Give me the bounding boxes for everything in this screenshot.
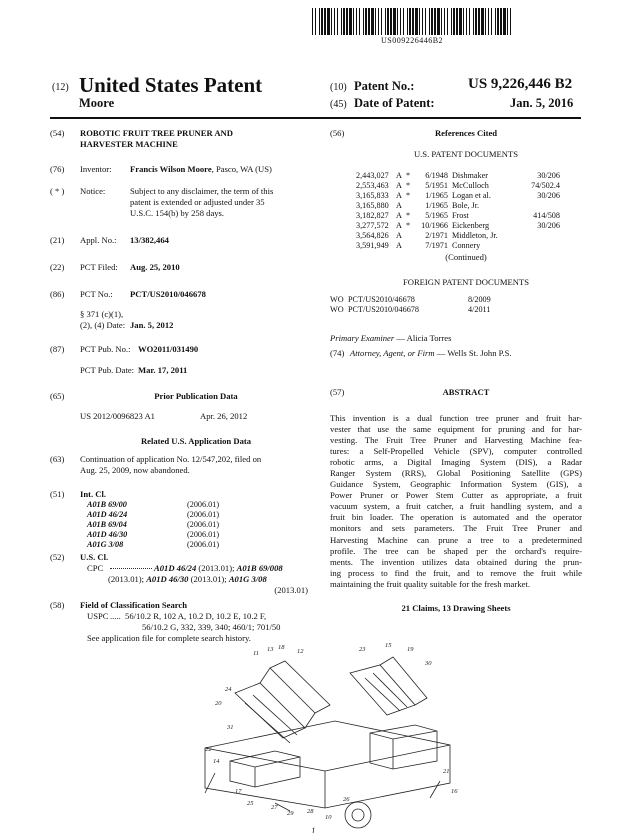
field-code: (86) xyxy=(50,289,65,299)
barcode-bar xyxy=(459,8,462,35)
s371-label: (2), (4) Date: xyxy=(80,320,126,330)
us-reference-no: 3,564,826 xyxy=(356,231,389,240)
us-reference-cls: 30/206 xyxy=(537,171,560,180)
barcode-bar xyxy=(503,8,506,35)
us-reference-no: 3,165,880 xyxy=(356,201,389,210)
abstract-line: robotic arms, a Digital Imaging System (DIS), a Radar xyxy=(330,457,582,468)
cab xyxy=(370,725,437,769)
us-reference-s: * xyxy=(406,181,411,190)
foreign-reference-no: PCT/US2010/046678 xyxy=(348,305,419,314)
field-code: (63) xyxy=(50,454,65,464)
barcode-bar xyxy=(447,8,448,35)
us-cl-field xyxy=(50,552,312,563)
continued-note: (Continued) xyxy=(445,252,487,262)
drawing-reference-numeral: 28 xyxy=(307,808,314,815)
barcode-bar xyxy=(488,8,489,35)
barcode-bar xyxy=(387,8,389,35)
us-reference-cls: 414/508 xyxy=(533,211,560,220)
us-reference-date: 7/1971 xyxy=(425,241,448,250)
pct-no-field xyxy=(50,289,312,300)
kind-code: (12) xyxy=(52,82,69,93)
patent-no-label: Patent No.: xyxy=(354,79,415,93)
barcode-bar xyxy=(500,8,502,35)
drawing-reference-numeral: 29 xyxy=(287,810,294,817)
barcode-bar xyxy=(431,8,433,35)
robotic-arm xyxy=(270,661,330,713)
pct-filed-field xyxy=(50,262,312,273)
wheel xyxy=(345,802,371,828)
int-cl-version: (2006.01) xyxy=(187,540,220,549)
robotic-arm xyxy=(260,668,315,728)
barcode-bar xyxy=(469,8,470,35)
us-reference-date: 10/1966 xyxy=(421,221,448,230)
references-heading: References Cited xyxy=(434,128,498,138)
barcode-bar xyxy=(453,8,455,35)
s371-value: Jan. 5, 2012 xyxy=(130,320,174,330)
us-reference-row xyxy=(356,191,560,201)
barcode-bar xyxy=(437,8,440,35)
left-column xyxy=(50,128,312,644)
barcode-bar xyxy=(375,8,376,35)
us-reference-no: 3,277,572 xyxy=(356,221,389,230)
us-reference-no: 3,591,949 xyxy=(356,241,389,250)
barcode xyxy=(312,8,512,35)
barcode-bar xyxy=(478,8,480,35)
header-rule xyxy=(50,117,581,119)
vehicle-body xyxy=(205,721,450,808)
examiner-label: Primary Examiner xyxy=(330,333,395,343)
barcode-bar xyxy=(444,8,445,35)
barcode-bar xyxy=(403,8,404,35)
field-search xyxy=(50,600,312,611)
drawing-reference-numeral: 12 xyxy=(297,648,304,655)
abstract-line: Harvesting Machine can prune a tree to a predetermined xyxy=(330,534,582,545)
drawing-reference-numeral: 17 xyxy=(235,788,242,795)
us-reference-s xyxy=(406,231,416,241)
invention-title xyxy=(80,128,233,150)
barcode-bar xyxy=(441,8,442,35)
field-code: (54) xyxy=(50,128,65,138)
prior-pub-row xyxy=(50,411,312,422)
us-reference-row xyxy=(356,171,560,181)
abstract-line: vacuum system, a fruit catcher, a fruit handling system, and a xyxy=(330,501,582,512)
drawing-reference-numeral: 23 xyxy=(359,646,366,653)
barcode-bar xyxy=(451,8,452,35)
abstract-line: profile. The tree can be shaped per the orchard's require- xyxy=(330,545,582,556)
barcode-bar xyxy=(312,8,313,35)
barcode-bar xyxy=(368,8,370,35)
barcode-bar xyxy=(363,8,364,35)
drawing-reference-numeral: 10 xyxy=(325,814,332,821)
examiner-name: — Alicia Torres xyxy=(394,333,452,343)
abstract-line: maintaining the fruit quality suitable for the fresh market. xyxy=(330,578,530,589)
abstract-line: This invention is a dual function tree pruner and fruit har- xyxy=(330,413,582,423)
field-search-label: Field of Classification Search xyxy=(80,600,188,610)
int-cl-class: A01B 69/04 xyxy=(87,520,127,529)
field-code: (65) xyxy=(50,391,65,401)
barcode-bar xyxy=(463,8,464,35)
inventor-surname: Moore xyxy=(79,96,115,110)
us-reference-row xyxy=(356,211,560,221)
field-code: (22) xyxy=(50,262,65,272)
us-reference-date: 1/1965 xyxy=(425,191,448,200)
us-reference-row xyxy=(356,181,560,191)
continuation-text: Continuation of application No. 12/547,202, filed on Aug. 25, 2009, now abandoned. xyxy=(80,454,262,475)
us-reference-cls: 30/206 xyxy=(537,191,560,200)
us-reference-s: * xyxy=(406,171,411,180)
barcode-bar xyxy=(407,8,408,35)
drawing-reference-numeral: 16 xyxy=(451,788,458,795)
barcode-bar xyxy=(393,8,396,35)
foreign-reference-cc: WO xyxy=(330,305,344,314)
attorney-label: Attorney, Agent, or Firm xyxy=(350,348,435,358)
inventor-label: Inventor: xyxy=(80,164,112,174)
us-reference-s xyxy=(406,241,416,251)
abstract-line: Power Pruner or Power Stem Cutter as appropriate, a fruit xyxy=(330,490,582,501)
barcode-bar xyxy=(412,8,414,35)
drawing-reference-numeral: 11 xyxy=(253,650,260,657)
pct-filed-label: PCT Filed: xyxy=(80,262,118,272)
cpc-label: CPC xyxy=(87,563,104,573)
foreign-docs-heading: FOREIGN PATENT DOCUMENTS xyxy=(402,277,530,287)
fruit-bin-edge xyxy=(230,757,300,787)
barcode-bar xyxy=(409,8,411,35)
abstract-line: vester that use the same equipment for pruning and for har- xyxy=(330,424,582,435)
barcode-bar xyxy=(315,8,316,35)
us-reference-cls xyxy=(522,231,560,241)
cpc-line: (2013.01) xyxy=(274,585,308,595)
barcode-bar xyxy=(346,8,348,35)
us-reference-name: Frost xyxy=(452,211,469,220)
field-code: (74) xyxy=(330,348,345,358)
us-reference-k: A xyxy=(396,231,402,240)
uspc-line: 56/10.2 G, 332, 339, 340; 460/1; 701/50 xyxy=(142,622,281,632)
us-reference-s xyxy=(406,201,416,211)
us-reference-name: Connery xyxy=(452,241,481,250)
drawing-reference-numeral: 27 xyxy=(271,804,278,811)
drawing-reference-numeral: 30 xyxy=(425,660,432,667)
patent-type-title: United States Patent xyxy=(79,73,263,97)
int-cl-table xyxy=(87,500,219,550)
us-reference-cls xyxy=(522,201,560,211)
robotic-arm xyxy=(380,657,427,705)
barcode-bar xyxy=(337,8,338,35)
inventor-field xyxy=(50,164,312,181)
foreign-references-table xyxy=(330,295,508,315)
us-reference-no: 2,443,027 xyxy=(356,171,389,180)
int-cl-class: A01D 46/24 xyxy=(87,510,128,519)
barcode-bar xyxy=(353,8,354,35)
notice-text: Subject to any disclaimer, the term of this patent is extended or adjusted under 35 U.S.C. 154(b) by 258 days. xyxy=(130,186,274,218)
barcode-bar xyxy=(381,8,382,35)
abstract-line: tures: a Self-Propelled Vehicle (SPV), computer controlled xyxy=(330,446,582,457)
robotic-arm xyxy=(350,665,415,715)
barcode-bar xyxy=(466,8,467,35)
barcode-bar xyxy=(324,8,326,35)
drawing-reference-numeral: 13 xyxy=(267,646,274,653)
prior-pub-heading-row xyxy=(50,391,312,402)
barcode-bar xyxy=(378,8,379,35)
barcode-bar xyxy=(359,8,360,35)
abstract-heading: ABSTRACT xyxy=(442,387,490,397)
barcode-bar xyxy=(385,8,386,35)
us-references-table xyxy=(356,171,560,251)
date-code: (45) xyxy=(330,99,347,110)
barcode-bar xyxy=(497,8,499,35)
fruit-bin xyxy=(230,751,300,787)
barcode-bar xyxy=(334,8,335,35)
pct-pub-no-value: WO2011/031490 xyxy=(138,344,199,354)
us-reference-date: 5/1951 xyxy=(425,181,448,190)
barcode-bar xyxy=(473,8,474,35)
uspc-label: USPC xyxy=(87,611,109,621)
field-code: (76) xyxy=(50,164,65,174)
inventor-name: Francis Wilson Moore xyxy=(130,164,212,174)
barcode-bar xyxy=(319,8,320,35)
field-code: ( * ) xyxy=(50,186,65,196)
drawing-reference-numeral: 21 xyxy=(443,768,450,775)
barcode-bar xyxy=(507,8,508,35)
abstract-line: monitors and sets parameters. The Fruit Tree Pruner and xyxy=(330,523,582,534)
barcode-bar xyxy=(481,8,484,35)
cpc-line: CPC A01D 46/24 (2013.01); A01B 69/008 xyxy=(87,563,283,573)
barcode-bar xyxy=(415,8,418,35)
us-reference-row xyxy=(356,221,560,231)
barcode-bar xyxy=(485,8,486,35)
int-cl-row xyxy=(87,530,219,540)
us-docs-heading: U.S. PATENT DOCUMENTS xyxy=(413,149,519,159)
patent-no-code: (10) xyxy=(330,82,347,93)
drawing-reference-numeral: 22 xyxy=(205,746,212,753)
barcode-bar xyxy=(429,8,430,35)
prior-pub-date: Apr. 26, 2012 xyxy=(200,411,248,421)
field-code: (51) xyxy=(50,489,65,499)
abstract-line: fruit bin loader. The operation is automated and the operator xyxy=(330,512,582,523)
field-code: (87) xyxy=(50,344,65,354)
examiner-line xyxy=(330,333,582,344)
arm-rod xyxy=(253,695,297,735)
foreign-reference-no: PCT/US2010/46678 xyxy=(348,295,415,304)
appl-no-value: 13/382,464 xyxy=(130,235,169,245)
inventor-location: , Pasco, WA (US) xyxy=(211,164,272,174)
barcode-bar xyxy=(456,8,458,35)
s371-field xyxy=(50,309,312,331)
barcode-bar xyxy=(510,8,511,35)
attorney-line xyxy=(330,348,582,359)
references-heading-row xyxy=(330,128,582,139)
pct-pub-date-field xyxy=(50,365,312,376)
us-reference-k: A xyxy=(396,171,402,180)
field-code: (57) xyxy=(330,387,345,397)
claims-summary: 21 Claims, 13 Drawing Sheets xyxy=(401,602,511,613)
drawing-reference-numeral: 14 xyxy=(213,758,220,765)
us-reference-s: * xyxy=(406,211,411,220)
int-cl-version: (2006.01) xyxy=(187,530,220,539)
barcode-bar xyxy=(425,8,426,35)
barcode-bar xyxy=(343,8,345,35)
int-cl-version: (2006.01) xyxy=(187,520,220,529)
pct-pub-no-field xyxy=(50,344,312,355)
barcode-bar xyxy=(434,8,436,35)
drawing-reference-numeral: 19 xyxy=(407,646,414,653)
us-reference-row xyxy=(356,241,560,251)
drawing-reference-numeral: 24 xyxy=(225,686,232,693)
patent-date: Jan. 5, 2016 xyxy=(510,96,574,110)
us-reference-k: A xyxy=(396,181,402,190)
us-cl-label: U.S. Cl. xyxy=(80,552,109,562)
abstract-line: vesting. The Fruit Tree Pruner and Harvesting Machine fea- xyxy=(330,435,582,446)
attorney-name: — Wells St. John P.S. xyxy=(434,348,512,358)
foreign-reference-date: 8/2009 xyxy=(468,295,491,304)
field-code: (58) xyxy=(50,600,65,610)
barcode-bar xyxy=(495,8,496,35)
barcode-bar xyxy=(365,8,367,35)
barcode-bar xyxy=(400,8,401,35)
barcode-bar xyxy=(356,8,357,35)
us-reference-k: A xyxy=(396,221,402,230)
int-cl-class: A01D 46/30 xyxy=(87,530,128,539)
barcode-bar xyxy=(331,8,332,35)
patent-number: US 9,226,446 B2 xyxy=(468,76,573,92)
us-reference-name: Dishmaker xyxy=(452,171,488,180)
barcode-number: US009226446B2 xyxy=(380,36,444,45)
int-cl-version: (2006.01) xyxy=(187,510,220,519)
pct-pub-date-label: PCT Pub. Date: xyxy=(80,365,135,375)
invention-title-line: HARVESTER MACHINE xyxy=(80,139,178,149)
field-code: (56) xyxy=(330,128,345,138)
prior-pub-heading: Prior Publication Data xyxy=(154,391,238,401)
field-code: (21) xyxy=(50,235,65,245)
us-reference-k: A xyxy=(396,191,402,200)
us-reference-name: Logan et al. xyxy=(452,191,491,200)
int-cl-row xyxy=(87,540,219,550)
int-cl-field xyxy=(50,489,312,500)
us-reference-row xyxy=(356,231,560,241)
barcode-bar xyxy=(390,8,392,35)
us-reference-no: 3,165,833 xyxy=(356,191,389,200)
us-reference-name: McCulloch xyxy=(452,181,489,190)
int-cl-label: Int. Cl. xyxy=(80,489,107,499)
us-reference-k: A xyxy=(396,201,402,210)
drawing-reference-numeral: 25 xyxy=(247,800,254,807)
leader-dots xyxy=(110,568,152,569)
foreign-reference-date: 4/2011 xyxy=(468,305,491,314)
foreign-reference-row xyxy=(330,305,508,315)
prior-pub-number: US 2012/0096823 A1 xyxy=(80,411,155,421)
drawing-reference-numeral: 31 xyxy=(227,724,234,731)
us-reference-cls xyxy=(522,241,560,251)
field-code: (52) xyxy=(50,552,65,562)
cpc-line: (2013.01); A01D 46/30 (2013.01); A01G 3/08 xyxy=(108,574,267,584)
abstract-line: Ranger System (RRS), Global Positioning Satellite (GPS) xyxy=(330,468,582,479)
us-reference-date: 5/1965 xyxy=(425,211,448,220)
us-reference-date: 6/1948 xyxy=(425,171,448,180)
us-reference-no: 3,182,827 xyxy=(356,211,389,220)
abstract-line: ing process to find the fruit, and to remove the fruit while xyxy=(330,567,582,578)
invention-title-line: ROBOTIC FRUIT TREE PRUNER AND xyxy=(80,128,233,138)
barcode-bar xyxy=(371,8,374,35)
wheel-hub xyxy=(352,809,364,821)
us-reference-row xyxy=(356,201,560,211)
abstract-heading-row xyxy=(330,387,582,398)
barcode-bar xyxy=(422,8,423,35)
drawing-reference-numeral: 18 xyxy=(278,644,285,651)
title-field xyxy=(50,128,312,154)
barcode-bar xyxy=(321,8,323,35)
int-cl-row xyxy=(87,510,219,520)
barcode-bar xyxy=(341,8,342,35)
abstract-text xyxy=(330,413,582,590)
us-reference-name: Middleton, Jr. xyxy=(452,231,498,240)
figure-reference: 1 xyxy=(311,826,316,833)
abstract-line: ments. The invention utilizes data obtained during the prun- xyxy=(330,556,582,567)
us-reference-date: 2/1971 xyxy=(425,231,448,240)
us-reference-no: 2,553,463 xyxy=(356,181,389,190)
s371-label: § 371 (c)(1), xyxy=(80,309,124,319)
continuation-field xyxy=(50,454,312,476)
notice-field xyxy=(50,186,312,226)
int-cl-class: A01G 3/08 xyxy=(87,540,124,549)
foreign-reference-cc: WO xyxy=(330,295,344,304)
us-reference-k: A xyxy=(396,241,402,250)
barcode-bar xyxy=(475,8,477,35)
barcode-bar xyxy=(491,8,492,35)
appl-no-label: Appl. No.: xyxy=(80,235,117,245)
notice-label: Notice: xyxy=(80,186,106,196)
pct-pub-date-value: Mar. 17, 2011 xyxy=(138,365,188,375)
pct-filed-value: Aug. 25, 2010 xyxy=(130,262,180,272)
right-column xyxy=(330,128,582,614)
barcode-bar xyxy=(397,8,398,35)
pct-no-label: PCT No.: xyxy=(80,289,113,299)
drawing-reference-numeral: 15 xyxy=(385,643,392,649)
us-reference-date: 1/1965 xyxy=(425,201,448,210)
barcode-bar xyxy=(327,8,330,35)
uspc-line: USPC ..... 56/10.2 R, 102 A, 10.2 D, 10.2 E, 10.2 F, xyxy=(87,611,267,621)
abstract-line: Guidance System, Geographic Information System (GIS), a xyxy=(330,479,582,490)
related-data-heading: Related U.S. Application Data xyxy=(140,436,252,446)
us-reference-name: Eickenberg xyxy=(452,221,490,230)
date-label: Date of Patent: xyxy=(354,96,435,110)
us-reference-s: * xyxy=(406,191,411,200)
int-cl-version: (2006.01) xyxy=(187,500,220,509)
us-reference-cls: 74/502.4 xyxy=(531,181,560,190)
pct-no-value: PCT/US2010/046678 xyxy=(130,289,206,299)
appl-no-field xyxy=(50,235,312,246)
barcode-bar xyxy=(419,8,420,35)
us-reference-k: A xyxy=(396,211,402,220)
drawing-reference-numeral: 26 xyxy=(343,796,350,803)
history-line: See application file for complete search history. xyxy=(87,633,251,643)
foreign-reference-row xyxy=(330,295,508,305)
us-reference-s: * xyxy=(406,221,411,230)
us-reference-cls: 30/206 xyxy=(537,221,560,230)
int-cl-class: A01B 69/00 xyxy=(87,500,127,509)
drawing-reference-numeral: 20 xyxy=(215,700,222,707)
barcode-bar xyxy=(349,8,352,35)
pct-pub-no-label: PCT Pub. No.: xyxy=(80,344,131,354)
representative-drawing xyxy=(175,643,470,833)
int-cl-row xyxy=(87,500,219,510)
int-cl-row xyxy=(87,520,219,530)
us-reference-name: Bole, Jr. xyxy=(452,201,480,210)
